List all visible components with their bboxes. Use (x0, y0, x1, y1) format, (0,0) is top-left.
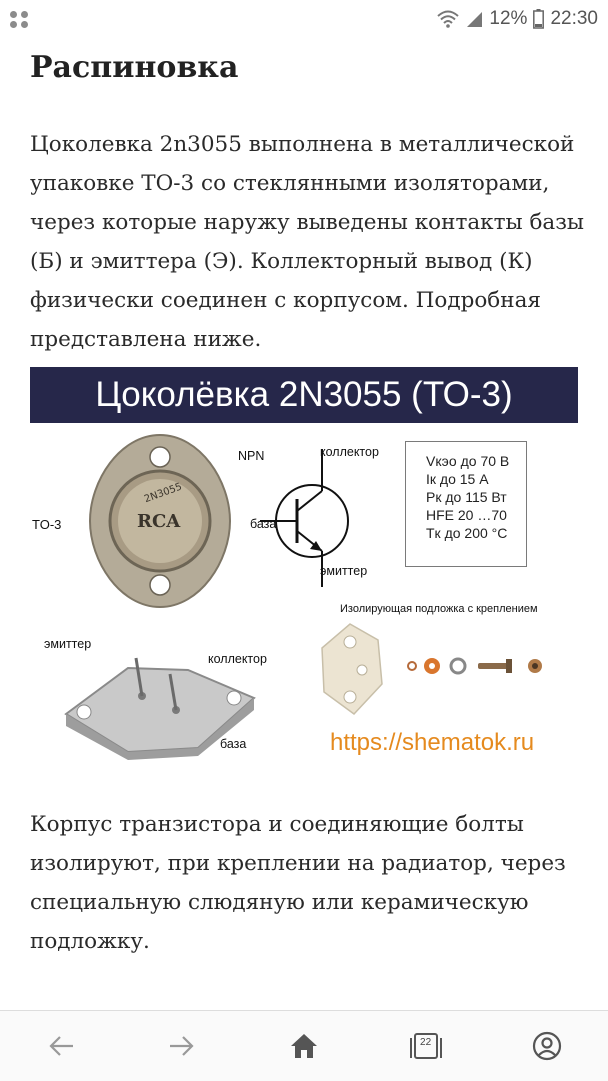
home-icon (289, 1032, 319, 1060)
bottom-emitter-label: эмиттер (44, 637, 92, 651)
svg-text:2N3055: 2N3055 (142, 481, 184, 506)
tabs-count: 22 (420, 1037, 432, 1048)
bottom-base-label: база (220, 737, 247, 751)
source-url[interactable]: https://shematok.ru (330, 729, 535, 756)
back-arrow-icon (47, 1034, 75, 1058)
tabs-button[interactable] (396, 1016, 456, 1076)
intro-paragraph: Цоколевка 2n3055 выполнена в металлической упаковке ТО-3 со стеклянными изоляторами, через которые наружу выведены контакты базы (Б) и эмиттера (Э). Коллекторный вывод (К) физически соединен с корпусом. Подробная представлена ниже. (30, 132, 585, 352)
spec-vce: Vкэо до 70 В (426, 453, 510, 469)
insulator-caption: Изолирующая подложка с креплением (340, 603, 538, 615)
spec-ic: Iк до 15 А (426, 471, 489, 487)
insulator-kit-image (320, 622, 570, 722)
package-label: TO-3 (32, 517, 62, 532)
battery-percent: 12% (489, 8, 528, 29)
account-button[interactable] (517, 1016, 577, 1076)
bottom-navigation (0, 1010, 608, 1081)
spec-pc: Pк до 115 Вт (426, 489, 507, 505)
home-button[interactable] (274, 1016, 334, 1076)
app-dots-icon (10, 11, 29, 28)
page-title: Распиновка (30, 50, 239, 85)
pinout-figure (30, 367, 578, 772)
battery-icon (533, 9, 544, 29)
back-button[interactable] (31, 1016, 91, 1076)
account-icon (532, 1031, 562, 1061)
emitter-label: эмиттер (320, 564, 368, 578)
forward-button[interactable] (152, 1016, 212, 1076)
spec-tc: Tк до 200 °C (426, 525, 508, 541)
base-label: база (250, 517, 277, 531)
npn-label: NPN (238, 449, 265, 463)
figure-banner: Цоколёвка 2N3055 (ТО-3) (30, 367, 578, 423)
forward-arrow-icon (168, 1034, 196, 1058)
specs-box (405, 441, 527, 567)
svg-text:RCA: RCA (137, 511, 181, 532)
wifi-icon (437, 10, 459, 28)
bottom-collector-label: коллектор (208, 652, 267, 666)
mounting-paragraph: Корпус транзистора и соединяющие болты изолируют, при креплении на радиатор, через специальную слюдяную или керамическую подложку. (30, 812, 566, 954)
collector-label: коллектор (320, 445, 379, 459)
status-bar (0, 0, 608, 38)
signal-icon (465, 10, 483, 28)
spec-hfe: HFE 20 …70 (426, 507, 507, 523)
to3-package-image (85, 431, 235, 611)
clock: 22:30 (550, 8, 598, 29)
